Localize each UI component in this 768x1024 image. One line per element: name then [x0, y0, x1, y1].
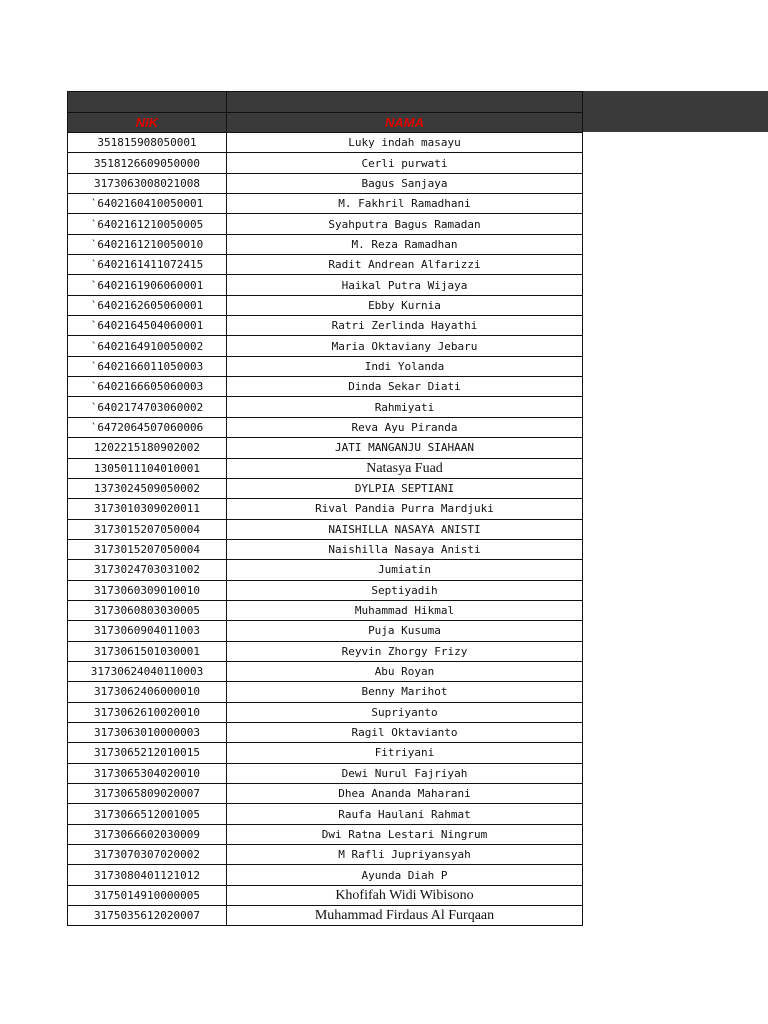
table-row: [68, 295, 583, 315]
table-row: [68, 885, 583, 905]
nama-cell[interactable]: Khofifah Widi Wibisono: [227, 885, 583, 905]
nik-cell[interactable]: `6402161906060001: [68, 275, 227, 295]
table-row: [68, 133, 583, 153]
nik-cell[interactable]: 3173015207050004: [68, 519, 227, 539]
nama-cell[interactable]: Benny Marihot: [227, 682, 583, 702]
nik-cell[interactable]: 1373024509050002: [68, 478, 227, 498]
nik-cell[interactable]: 3173060803030005: [68, 600, 227, 620]
nama-cell[interactable]: Reva Ayu Piranda: [227, 417, 583, 437]
table-row: [68, 621, 583, 641]
nama-cell[interactable]: Jumiatin: [227, 560, 583, 580]
table-row: [68, 580, 583, 600]
nama-cell[interactable]: Fitriyani: [227, 743, 583, 763]
table-row: [68, 682, 583, 702]
nik-cell[interactable]: `6402166011050003: [68, 356, 227, 376]
table-row: [68, 255, 583, 275]
nik-cell[interactable]: 3173010309020011: [68, 499, 227, 519]
table-row: [68, 397, 583, 417]
nama-cell[interactable]: Septiyadih: [227, 580, 583, 600]
nik-cell[interactable]: `6402166605060003: [68, 377, 227, 397]
nama-cell[interactable]: Haikal Putra Wijaya: [227, 275, 583, 295]
nik-cell[interactable]: 3173065212010015: [68, 743, 227, 763]
table-row: [68, 763, 583, 783]
nama-cell[interactable]: Ragil Oktavianto: [227, 722, 583, 742]
nik-cell[interactable]: 351815908050001: [68, 133, 227, 153]
nik-cell[interactable]: 3173060309010010: [68, 580, 227, 600]
nama-cell[interactable]: M. Fakhril Ramadhani: [227, 194, 583, 214]
nik-cell[interactable]: 3173062610020010: [68, 702, 227, 722]
nik-cell[interactable]: `6402174703060002: [68, 397, 227, 417]
nik-cell[interactable]: 3173080401121012: [68, 865, 227, 885]
nama-cell[interactable]: Dhea Ananda Maharani: [227, 784, 583, 804]
nik-cell[interactable]: 3175014910000005: [68, 885, 227, 905]
table-row: [68, 478, 583, 498]
nama-cell[interactable]: Dewi Nurul Fajriyah: [227, 763, 583, 783]
nik-cell[interactable]: 3173060904011003: [68, 621, 227, 641]
nama-cell[interactable]: Syahputra Bagus Ramadan: [227, 214, 583, 234]
nik-cell[interactable]: 3173070307020002: [68, 845, 227, 865]
nama-cell[interactable]: Ayunda Diah P: [227, 865, 583, 885]
nik-cell[interactable]: `6402161411072415: [68, 255, 227, 275]
nama-cell[interactable]: DYLPIA SEPTIANI: [227, 478, 583, 498]
table-row: [68, 784, 583, 804]
table-row: [68, 722, 583, 742]
nama-cell[interactable]: Naishilla Nasaya Anisti: [227, 539, 583, 559]
nik-cell[interactable]: `6402164504060001: [68, 316, 227, 336]
table-row: [68, 499, 583, 519]
table-row: [68, 845, 583, 865]
nama-cell[interactable]: Dinda Sekar Diati: [227, 377, 583, 397]
blank-header-row: [68, 92, 583, 113]
nama-cell[interactable]: Ratri Zerlinda Hayathi: [227, 316, 583, 336]
nik-cell[interactable]: 3173062406000010: [68, 682, 227, 702]
nik-cell[interactable]: 31730624040110003: [68, 661, 227, 681]
nama-cell[interactable]: Indi Yolanda: [227, 356, 583, 376]
table-row: [68, 377, 583, 397]
nik-cell[interactable]: 3173066602030009: [68, 824, 227, 844]
table-row: [68, 438, 583, 458]
nama-cell[interactable]: Natasya Fuad: [227, 458, 583, 478]
blank-cell: [227, 92, 583, 113]
table-row: [68, 336, 583, 356]
nama-cell[interactable]: Ebby Kurnia: [227, 295, 583, 315]
nik-cell[interactable]: 3173024703031002: [68, 560, 227, 580]
nama-cell[interactable]: NAISHILLA NASAYA ANISTI: [227, 519, 583, 539]
table-row: [68, 316, 583, 336]
nik-cell[interactable]: 3173063008021008: [68, 173, 227, 193]
nik-cell[interactable]: 3173065304020010: [68, 763, 227, 783]
table-row: [68, 519, 583, 539]
nama-cell[interactable]: Muhammad Firdaus Al Furqaan: [227, 906, 583, 926]
nama-cell[interactable]: Rival Pandia Purra Mardjuki: [227, 499, 583, 519]
table-row: [68, 458, 583, 478]
nik-cell[interactable]: 1305011104010001: [68, 458, 227, 478]
table-row: [68, 560, 583, 580]
nik-cell[interactable]: 3173066512001005: [68, 804, 227, 824]
nama-cell[interactable]: Puja Kusuma: [227, 621, 583, 641]
table-row: [68, 865, 583, 885]
nama-cell[interactable]: Reyvin Zhorgy Frizy: [227, 641, 583, 661]
nama-cell[interactable]: Raufa Haulani Rahmat: [227, 804, 583, 824]
table-row: [68, 214, 583, 234]
nama-cell[interactable]: Supriyanto: [227, 702, 583, 722]
table-row: [68, 234, 583, 254]
nik-column-header[interactable]: NIK: [68, 113, 227, 133]
nik-cell[interactable]: 3173061501030001: [68, 641, 227, 661]
nik-cell[interactable]: 1202215180902002: [68, 438, 227, 458]
nama-cell[interactable]: JATI MANGANJU SIAHAAN: [227, 438, 583, 458]
table-row: [68, 702, 583, 722]
nik-cell[interactable]: 3173015207050004: [68, 539, 227, 559]
nama-cell[interactable]: Muhammad Hikmal: [227, 600, 583, 620]
nik-cell[interactable]: 3173065809020007: [68, 784, 227, 804]
table-row: [68, 153, 583, 173]
table-row: [68, 804, 583, 824]
table-row: [68, 194, 583, 214]
column-header-row: [68, 113, 583, 133]
nama-cell[interactable]: Rahmiyati: [227, 397, 583, 417]
nama-cell[interactable]: Radit Andrean Alfarizzi: [227, 255, 583, 275]
table-row: [68, 906, 583, 926]
nama-cell[interactable]: Dwi Ratna Lestari Ningrum: [227, 824, 583, 844]
nik-cell[interactable]: 3518126609050000: [68, 153, 227, 173]
nik-cell[interactable]: `6402160410050001: [68, 194, 227, 214]
table-row: [68, 539, 583, 559]
table-row: [68, 600, 583, 620]
nama-cell[interactable]: Bagus Sanjaya: [227, 173, 583, 193]
nik-cell[interactable]: `6402161210050010: [68, 234, 227, 254]
nik-cell[interactable]: `6472064507060006: [68, 417, 227, 437]
data-table: [67, 91, 583, 926]
nama-cell[interactable]: M. Reza Ramadhan: [227, 234, 583, 254]
table-row: [68, 824, 583, 844]
nik-cell[interactable]: 3173063010000003: [68, 722, 227, 742]
table-row: [68, 743, 583, 763]
nama-cell[interactable]: Cerli purwati: [227, 153, 583, 173]
nama-cell[interactable]: M Rafli Jupriyansyah: [227, 845, 583, 865]
table-row: [68, 173, 583, 193]
table-row: [68, 661, 583, 681]
nama-cell[interactable]: Maria Oktaviany Jebaru: [227, 336, 583, 356]
nik-cell[interactable]: `6402162605060001: [68, 295, 227, 315]
table-row: [68, 417, 583, 437]
nik-cell[interactable]: `6402161210050005: [68, 214, 227, 234]
table-row: [68, 275, 583, 295]
nama-column-header[interactable]: NAMA: [227, 113, 583, 133]
blank-cell: [68, 92, 227, 113]
nik-cell[interactable]: 3175035612020007: [68, 906, 227, 926]
table-row: [68, 641, 583, 661]
table-row: [68, 356, 583, 376]
nik-cell[interactable]: `6402164910050002: [68, 336, 227, 356]
nama-cell[interactable]: Abu Royan: [227, 661, 583, 681]
nama-cell[interactable]: Luky indah masayu: [227, 133, 583, 153]
